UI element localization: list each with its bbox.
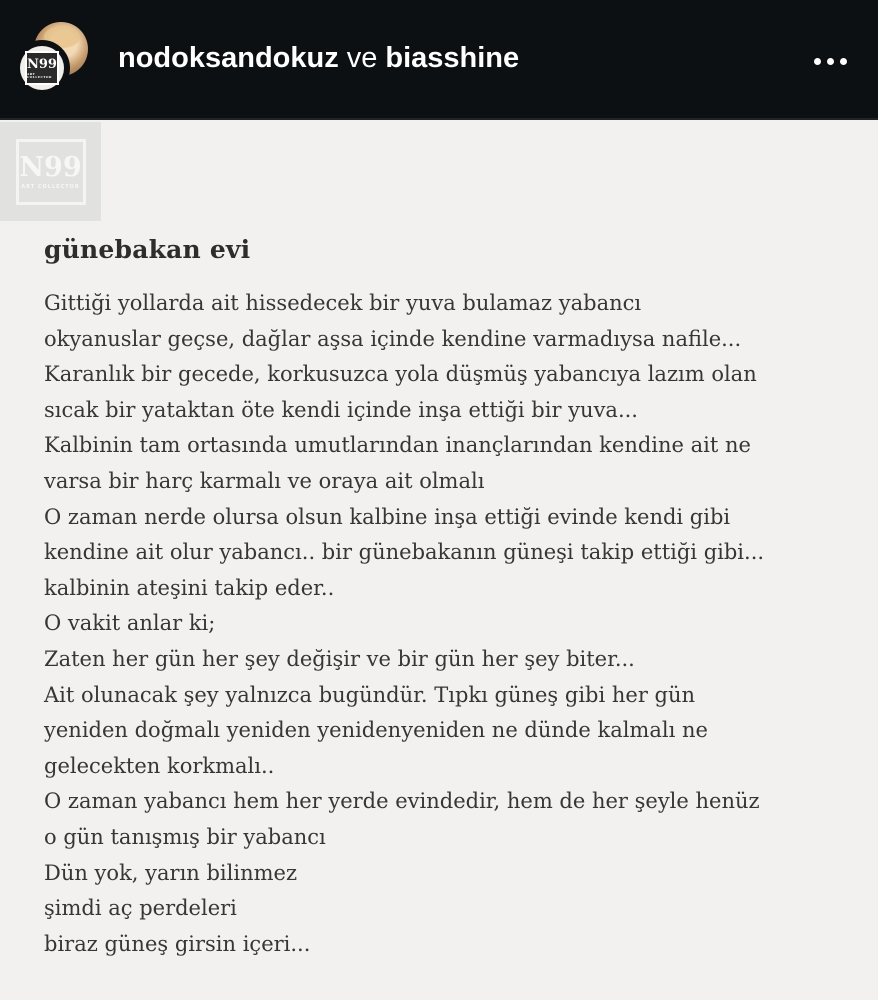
poem-line: okyanuslar geçse, dağlar aşsa içinde kendine varmadıysa nafile... [44, 326, 742, 351]
username-conjunction: ve [346, 42, 378, 74]
poem-line: Zaten her gün her şey değişir ve bir gün her şey biter... [44, 646, 635, 671]
poem-line: Dün yok, yarın bilinmez [44, 860, 298, 885]
poem-line: o gün tanışmış bir yabancı [44, 824, 326, 849]
header-usernames [118, 42, 519, 75]
more-dot-icon [840, 58, 847, 65]
poem-line: kalbinin ateşini takip eder.. [44, 575, 335, 600]
poem-line: kendine ait olur yabancı.. bir günebakanın güneşi takip ettiği gibi... [44, 540, 765, 565]
post-logo-text: N99 [19, 151, 82, 183]
poem-line: O zaman nerde olursa olsun kalbine inşa ettiği evinde kendi gibi [44, 504, 731, 529]
post-image[interactable] [0, 120, 878, 1000]
poem-line: Ait olunacak şey yalnızca bugündür. Tıpkı güneş gibi her gün [44, 682, 696, 707]
username-link-1[interactable]: nodoksandokuz [118, 42, 339, 74]
post-logo-block [0, 122, 101, 221]
poem-line: O zaman yabancı hem her yerde evindedir, hem de her şeyle henüz [44, 789, 760, 814]
poem-line: varsa bir harç karmalı ve oraya ait olmalı [44, 468, 485, 493]
poem-line: Karanlık bir gecede, korkusuzca yola düşmüş yabancıya lazım olan [44, 362, 757, 387]
more-options-button[interactable] [805, 44, 855, 78]
poem-line: şimdi aç perdeleri [44, 896, 237, 921]
n99-badge [20, 46, 64, 90]
poem-title: günebakan evi [44, 235, 251, 264]
n99-logo [25, 51, 59, 85]
poem-line: yeniden doğmalı yeniden yenidenyeniden ne dünde kalmalı ne [44, 718, 708, 743]
n99-watermark-logo [16, 139, 86, 205]
poem-line: O vakit anlar ki; [44, 611, 216, 636]
poem-line: Gittiği yollarda ait hissedecek bir yuva bulamaz yabancı [44, 291, 642, 315]
poem-line: Kalbinin tam ortasında umutlarından inançlarından kendine ait ne [44, 433, 751, 458]
poem-line: biraz güneş girsin içeri... [44, 931, 311, 956]
post-logo-subtitle: ART COLLECTOR [21, 183, 80, 190]
avatar-logo-subtitle: ART COLLECTOR [27, 71, 52, 79]
more-dot-icon [827, 58, 834, 65]
post-header [0, 0, 878, 120]
poem-line: sıcak bir yataktan öte kendi içinde inşa ettiği bir yuva... [44, 397, 638, 422]
collab-avatars[interactable] [14, 22, 92, 100]
more-dot-icon [814, 58, 821, 65]
avatar-logo-text: N99 [27, 56, 57, 72]
poem-body [44, 286, 864, 962]
username-link-2[interactable]: biasshine [385, 42, 520, 74]
avatar-nodoksandokuz[interactable] [14, 40, 70, 96]
poem-line: gelecekten korkmalı.. [44, 753, 275, 778]
